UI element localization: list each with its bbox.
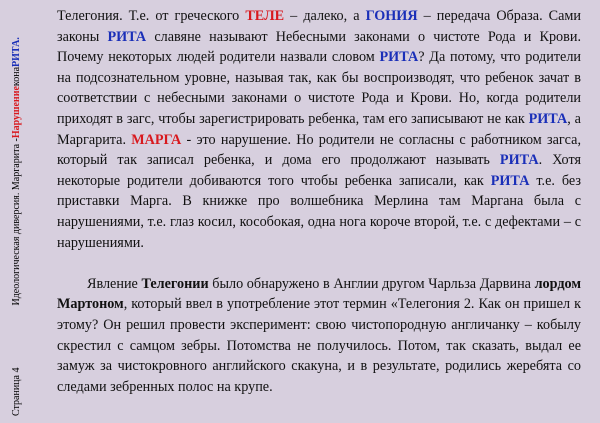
text-run: Явление bbox=[87, 275, 142, 292]
page-number: Страница 4 bbox=[11, 367, 22, 416]
keyword-rita: РИТА bbox=[528, 110, 568, 127]
text-run: – передача Образа. Сами законы bbox=[57, 8, 582, 45]
text-run: ? Да потому, что родители на подсознательном уровне, называя так, как бы воспроизводят, что ребенок зачат в соответствии с небесными законами о чистоте Рода и Крови. Но, когда родители приходят в загс, чтобы зарегистрировать ребенка, там его записывают не как bbox=[57, 49, 581, 127]
sidebar bbox=[6, 6, 28, 416]
keyword-tele: ТЕЛЕ bbox=[245, 8, 285, 24]
sidebar-caption bbox=[8, 6, 26, 416]
keyword-rita: РИТА bbox=[379, 49, 419, 66]
term-lord-morton: лордом Мартоном bbox=[57, 275, 581, 313]
keyword-rita: РИТА bbox=[107, 28, 147, 45]
keyword-rita: РИТА bbox=[499, 152, 539, 169]
text-run: славяне называют Небесными законами о чистоте Рода и Крови. Почему некоторых людей родители назвали словом bbox=[57, 28, 581, 66]
keyword-marga: МАРГА bbox=[131, 131, 182, 148]
text-run: – далеко, а bbox=[284, 8, 366, 24]
paragraph-2 bbox=[57, 274, 581, 398]
text-run: . Хотя некоторые родители добиваются того чтобы ребенка записали, как bbox=[57, 152, 581, 189]
text-run: т.е. без приставки Марга. В книжке про волшебника Мерлина там Маргана была с нарушениями, т.е. глаз косил, кособокая, одна нога короче второй, т.е. с дефектами – с нарушениями. bbox=[57, 172, 581, 251]
term-telegony: Телегонии bbox=[141, 275, 209, 292]
body-text bbox=[57, 6, 581, 397]
title-violation: Нарушение bbox=[11, 86, 22, 139]
paragraph-1 bbox=[57, 6, 581, 253]
title-rita: РИТА. bbox=[11, 37, 22, 67]
document-title: Идеологическая диверсия. Маргарита - bbox=[11, 138, 22, 306]
text-run: , который ввел в употребление этот термин «Телегония 2. Как он пришел к этому? Он решил провести эксперимент: свою чистопородную англичанку – кобылу скрестил с самцом зебры. Потомства не получилось. Потом, так сказать, выдал ее замуж за чистокровного английского скакуна, и в результате, родились жеребята со следами зебренных полос на крупе. bbox=[57, 296, 581, 395]
title-code: кона bbox=[11, 66, 22, 87]
keyword-goniya: ГОНИЯ bbox=[365, 8, 418, 24]
text-run: - это нарушение. Но родители не согласны с работником загса, который так записал ребенка, и дома его продолжают называть bbox=[57, 131, 581, 169]
text-run: было обнаружено в Англии другом Чарльза Дарвина bbox=[208, 275, 535, 292]
keyword-rita: РИТА bbox=[490, 172, 530, 189]
text-run: , а Маргарита. bbox=[57, 110, 581, 148]
text-run: Телегония. Т.е. от греческого bbox=[57, 8, 246, 24]
